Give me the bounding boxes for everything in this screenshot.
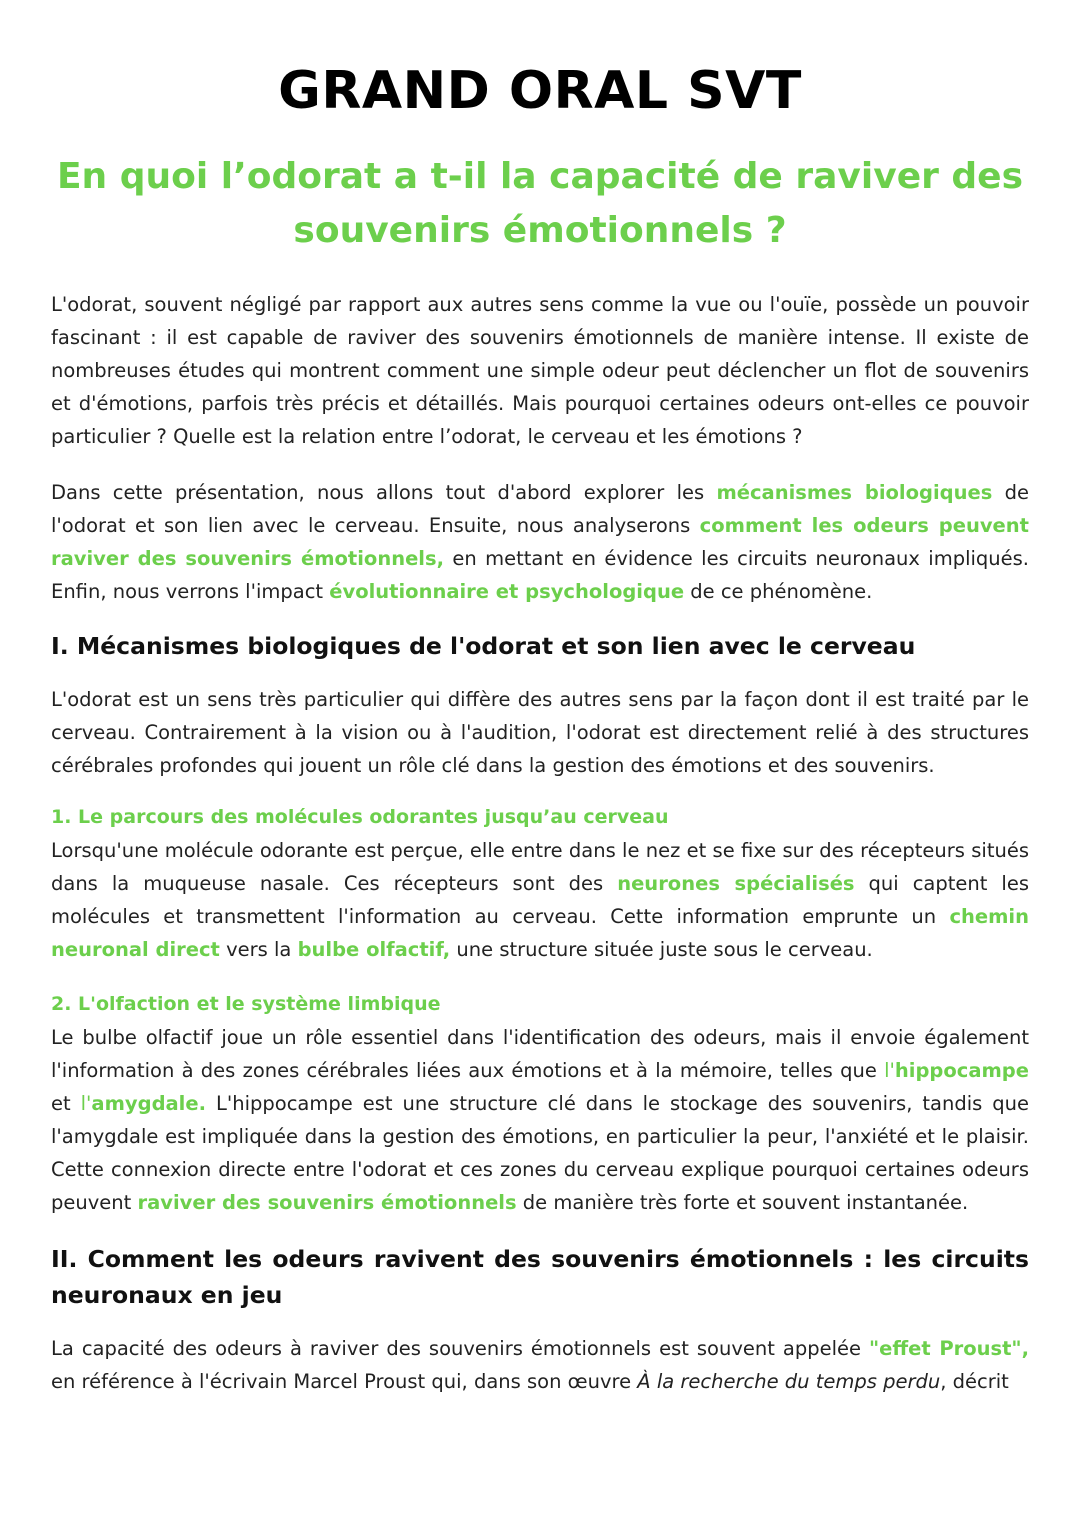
subsection-1-paragraph bbox=[51, 834, 1029, 966]
section-2-heading: II. Comment les odeurs ravivent des souvenirs émotionnels : les circuits neuronaux en jeu bbox=[51, 1245, 1029, 1309]
highlight-chemin-neuronal: chemin neuronal direct bbox=[51, 905, 1029, 961]
highlight-neurones: neurones spécialisés bbox=[617, 872, 855, 895]
document-subtitle bbox=[51, 150, 1029, 258]
intro-paragraph-1: L'odorat, souvent négligé par rapport aux autres sens comme la vue ou l'ouïe, possède un pouvoir fascinant : il est capable de raviver des souvenirs émotionnels de manière intense. Il existe de nombreuses études qui montrent comment une simple odeur peut déclencher un flot de souvenirs et d'émotions, parfois très précis et détaillés. Mais pourquoi certaines odeurs ont-elles ce pouvoir particulier ? Quelle est la relation entre l’odorat, le cerveau et les émotions ? bbox=[51, 293, 1029, 448]
subsection-1-heading: 1. Le parcours des molécules odorantes jusqu’au cerveau bbox=[51, 806, 669, 828]
highlight-hippocampe: hippocampe bbox=[894, 1059, 1029, 1082]
intro-text: de ce phénomène. bbox=[684, 580, 873, 603]
subtitle-line-1: En quoi l’odorat a t-il la capacité de raviver des bbox=[56, 156, 1024, 197]
highlight-bulbe: bulbe olfactif, bbox=[297, 938, 451, 961]
body-text: L'hippocampe est une structure clé dans le stockage des souvenirs, tandis que l'amygdale est impliquée dans la gestion des émotions, en particulier la peur, l'anxiété et le plaisir. Cette connexion directe entre l'odorat et ces zones du cerveau explique pourquoi certaines odeurs peuvent bbox=[51, 1092, 1030, 1214]
section-2-paragraph bbox=[51, 1332, 1029, 1398]
article-l: l' bbox=[80, 1092, 92, 1115]
subsection-2-heading: 2. L'olfaction et le système limbique bbox=[51, 993, 441, 1015]
highlight-effet-proust: "effet Proust", bbox=[869, 1337, 1030, 1360]
section-1-intro: L'odorat est un sens très particulier qui diffère des autres sens par la façon dont il est traité par le cerveau. Contrairement à la vision ou à l'audition, l'odorat est directement relié à des structures cérébrales profondes qui jouent un rôle clé dans la gestion des émotions et des souvenirs. bbox=[51, 688, 1029, 777]
highlight-comment-odeurs: comment les odeurs peuvent raviver des souvenirs émotionnels, bbox=[51, 514, 1029, 570]
body-text: de manière très forte et souvent instantanée. bbox=[516, 1191, 969, 1214]
intro-text: Dans cette présentation, nous allons tout d'abord explorer les bbox=[51, 481, 717, 504]
body-text: et bbox=[51, 1092, 81, 1115]
body-text: vers la bbox=[219, 938, 298, 961]
body-text: en référence à l'écrivain Marcel Proust qui, dans son œuvre bbox=[51, 1370, 638, 1393]
highlight-amygdale: amygdale. bbox=[91, 1092, 207, 1115]
highlight-raviver: raviver des souvenirs émotionnels bbox=[137, 1191, 517, 1214]
body-text: Lorsqu'une molécule odorante est perçue, elle entre dans le nez et se fixe sur des récepteurs situés dans la muqueuse nasale. Ces récepteurs sont des bbox=[51, 839, 1029, 895]
article-l: l' bbox=[884, 1059, 895, 1082]
document-page bbox=[51, 0, 1029, 1398]
intro-paragraph-2 bbox=[51, 476, 1029, 608]
body-text: qui captent les molécules et transmettent l'information au cerveau. Cette information emprunte un bbox=[51, 872, 1029, 928]
body-text: La capacité des odeurs à raviver des souvenirs émotionnels est souvent appelée bbox=[51, 1337, 869, 1360]
intro-text: de l'odorat et son lien avec le cerveau. Ensuite, nous analyserons bbox=[51, 481, 1030, 537]
highlight-mecanismes: mécanismes biologiques bbox=[716, 481, 993, 504]
body-text: , décrit bbox=[940, 1370, 1009, 1393]
subtitle-line-2: souvenirs émotionnels ? bbox=[293, 210, 787, 251]
body-text: une structure située juste sous le cerveau. bbox=[450, 938, 873, 961]
section-1-heading: I. Mécanismes biologiques de l'odorat et son lien avec le cerveau bbox=[51, 632, 916, 660]
document-title: GRAND ORAL SVT bbox=[278, 61, 802, 121]
body-text: Le bulbe olfactif joue un rôle essentiel dans l'identification des odeurs, mais il envoie également l'information à des zones cérébrales liées aux émotions et à la mémoire, telles que bbox=[51, 1026, 1029, 1082]
intro-text: en mettant en évidence les circuits neuronaux impliqués. Enfin, nous verrons l'impact bbox=[51, 547, 1029, 603]
book-title: À la recherche du temps perdu bbox=[637, 1370, 941, 1393]
highlight-evolutionnaire: évolutionnaire et psychologique bbox=[329, 580, 685, 603]
subsection-2-paragraph bbox=[51, 1021, 1029, 1219]
